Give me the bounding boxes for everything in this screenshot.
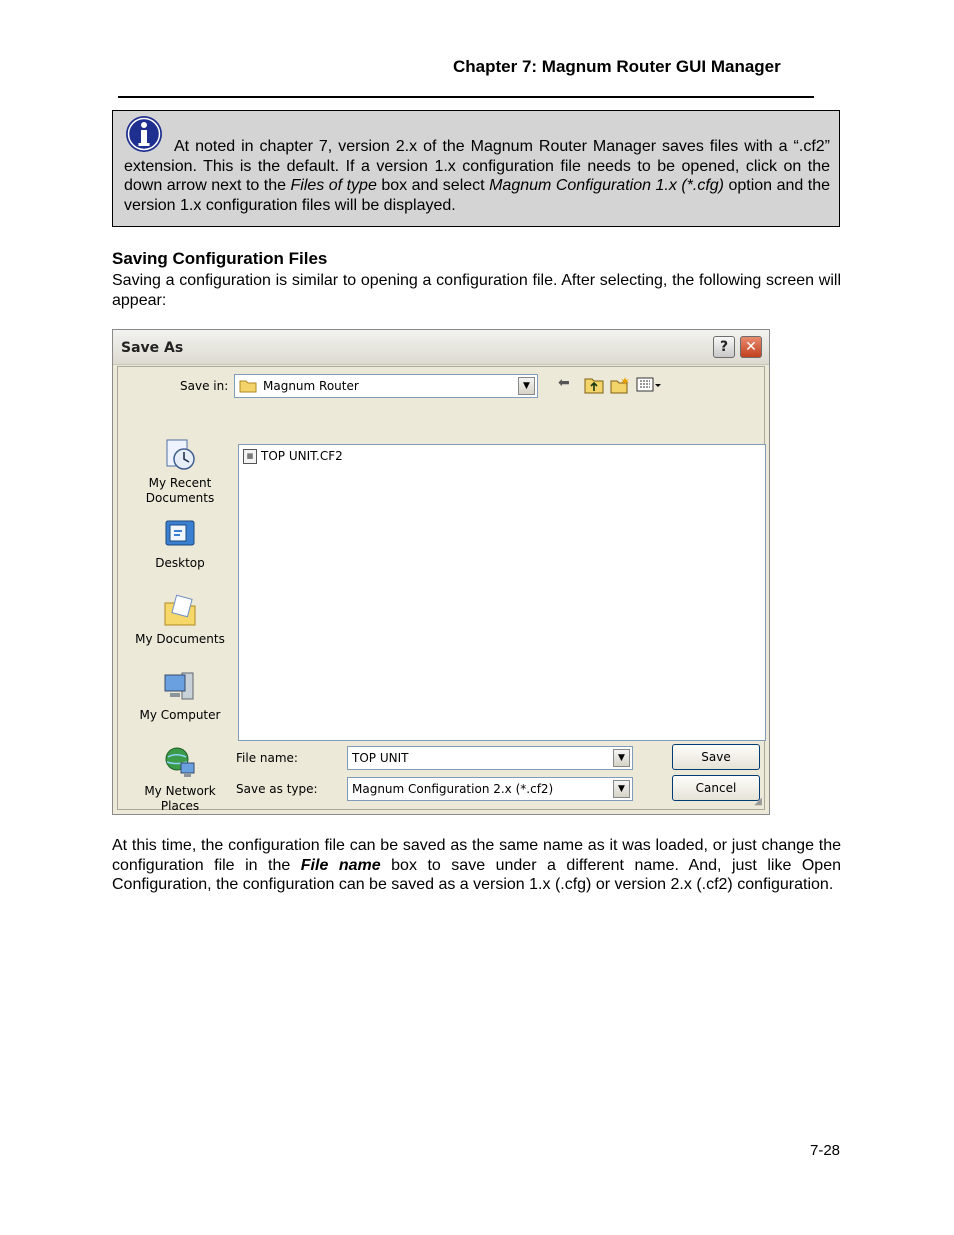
header-rule (118, 96, 814, 98)
save-in-value: Magnum Router (263, 379, 359, 393)
place-label: My Documents (135, 632, 225, 646)
place-label: My Computer (139, 708, 221, 722)
file-name-input[interactable] (347, 746, 633, 770)
folder-icon (239, 379, 257, 393)
list-item[interactable] (243, 449, 343, 464)
place-label: Desktop (155, 556, 205, 570)
place-desktop[interactable] (134, 517, 226, 571)
up-folder-icon[interactable] (584, 376, 604, 394)
save-in-label: Save in: (180, 379, 229, 393)
closing-paragraph: At this time, the configuration file can be saved as the same name as it was loaded, or just change the configuration file in the File name box to save under a different name. And, just like Open Configuration, the configuration can be saved as a version 1.x (.cfg) or version 2.x (.cf2) configuration. (112, 837, 842, 893)
place-label: My Recent Documents (145, 476, 215, 505)
place-my-network-places[interactable] (134, 745, 226, 814)
close-button[interactable]: ✕ (740, 336, 762, 358)
place-my-recent-documents[interactable] (134, 437, 226, 506)
file-item-name: TOP UNIT.CF2 (261, 449, 343, 463)
resize-grip-icon[interactable]: ◢ (754, 796, 762, 807)
places-bar (134, 445, 225, 825)
network-places-icon (162, 745, 198, 781)
chevron-down-icon[interactable]: ▼ (613, 780, 630, 798)
new-folder-icon[interactable] (610, 376, 630, 394)
chapter-header: Chapter 7: Magnum Router GUI Manager (453, 57, 781, 76)
section-intro: Saving a configuration is similar to opening a configuration file. After selecting, the following screen will appear: (112, 272, 841, 309)
page-number: 7-28 (810, 1142, 841, 1159)
dialog-client (117, 366, 765, 813)
place-my-documents[interactable] (134, 593, 226, 647)
save-as-type-dropdown[interactable] (347, 777, 633, 801)
save-in-dropdown[interactable] (234, 374, 538, 398)
cancel-button[interactable]: Cancel (672, 775, 760, 801)
file-name-value: TOP UNIT (352, 751, 409, 765)
chevron-down-icon[interactable]: ▼ (518, 377, 535, 395)
section-title: Saving Configuration Files (112, 249, 328, 268)
file-name-label: File name: (236, 751, 298, 765)
dialog-titlebar[interactable] (113, 330, 769, 365)
file-list[interactable] (238, 444, 766, 741)
save-as-dialog (112, 329, 770, 815)
place-label: My Network Places (144, 784, 216, 813)
my-computer-icon (162, 669, 198, 705)
save-as-type-value: Magnum Configuration 2.x (*.cf2) (352, 782, 554, 796)
save-button[interactable]: Save (672, 744, 760, 770)
info-note (112, 110, 840, 227)
view-menu-icon[interactable] (636, 376, 662, 394)
save-as-type-label: Save as type: (236, 782, 318, 796)
config-file-icon: ▦ (243, 449, 257, 464)
chevron-down-icon[interactable]: ▼ (613, 749, 630, 767)
desktop-icon (162, 517, 198, 553)
my-documents-icon (162, 593, 198, 629)
place-my-computer[interactable] (134, 669, 226, 723)
recent-documents-icon (162, 437, 198, 473)
note-text: At noted in chapter 7, version 2.x of the Magnum Router Manager saves files with a “.cf2” extension. This is the default. If a version 1.x configuration file needs to be opened, click on the down arrow next to the Files of type box and select Magnum Configuration 1.x (*.cfg) option and the version 1.x configuration files will be displayed. (124, 138, 830, 214)
help-button[interactable]: ? (713, 336, 735, 358)
back-icon[interactable]: ⬅ (558, 375, 570, 391)
dialog-title: Save As (121, 340, 184, 356)
